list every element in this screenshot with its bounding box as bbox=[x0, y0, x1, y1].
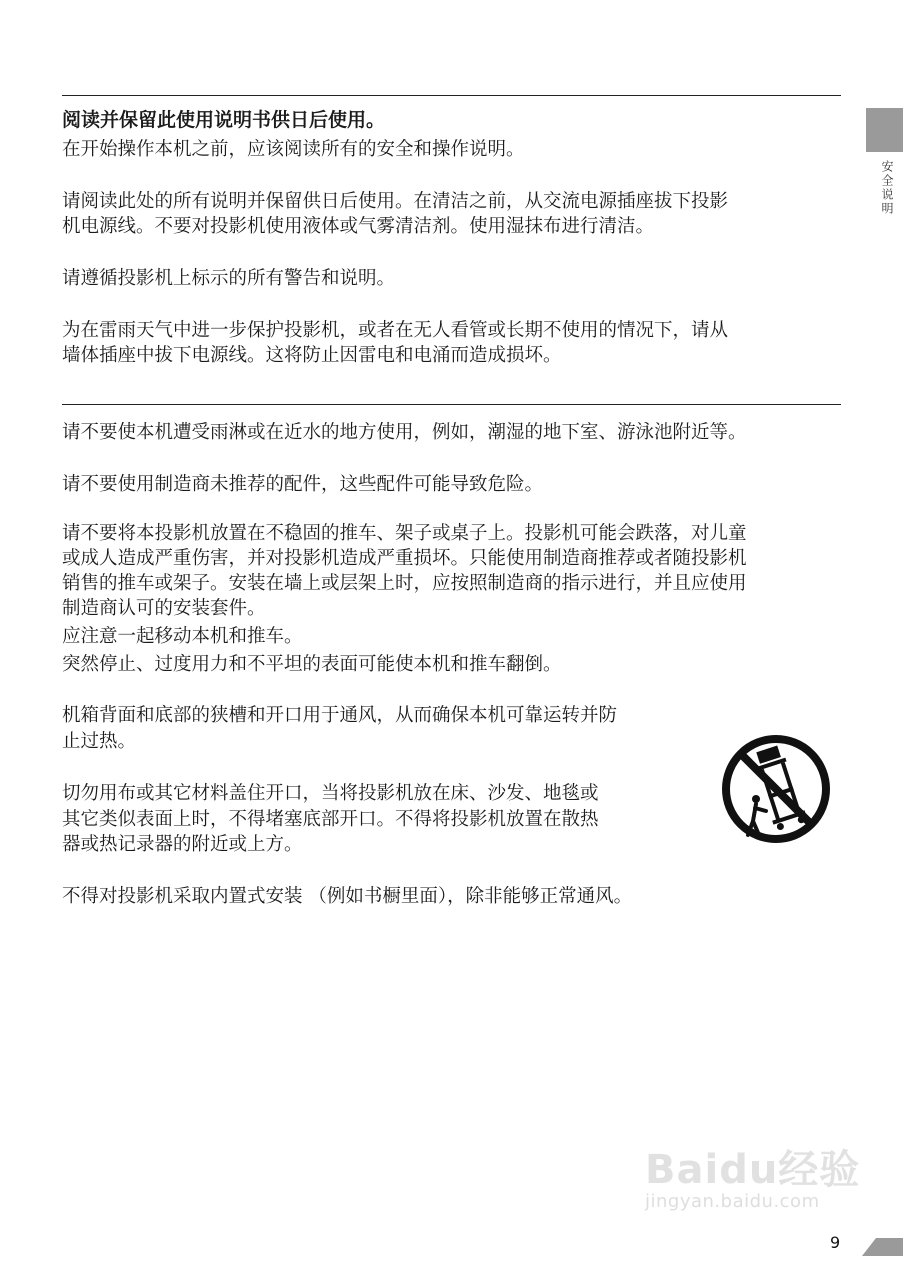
paragraph-line: 器或热记录器的附近或上方。 bbox=[62, 834, 303, 855]
paragraph-line: 为在雷雨天气中进一步保护投影机，或者在无人看管或长期不使用的情况下，请从 bbox=[62, 320, 729, 341]
paragraph-line: 制造商认可的安装套件。 bbox=[62, 598, 266, 619]
watermark-url: jingyan.baidu.com bbox=[645, 1191, 820, 1212]
page-number: 9 bbox=[830, 1233, 841, 1252]
section-heading: 阅读并保留此使用说明书供日后使用。 bbox=[62, 109, 386, 131]
paragraph-line: 销售的推车或架子。安装在墙上或层架上时，应按照制造商的指示进行，并且应使用 bbox=[62, 573, 747, 594]
paragraph-line: 止过热。 bbox=[62, 731, 137, 752]
paragraph-line: 在开始操作本机之前，应该阅读所有的安全和操作说明。 bbox=[62, 139, 525, 160]
top-divider bbox=[62, 95, 841, 96]
page-corner-tab bbox=[862, 1238, 903, 1256]
paragraph-line: 其它类似表面上时，不得堵塞底部开口。不得将投影机放置在散热 bbox=[62, 809, 599, 830]
section-tab-marker bbox=[866, 108, 903, 152]
watermark bbox=[645, 1138, 860, 1212]
paragraph-line: 请不要使本机遭受雨淋或在近水的地方使用，例如，潮湿的地下室、游泳池附近等。 bbox=[62, 422, 747, 443]
paragraph-line: 机电源线。不要对投影机使用液体或气雾清洁剂。使用湿抹布进行清洁。 bbox=[62, 216, 655, 237]
watermark-logo-text: Baidu经验 bbox=[645, 1147, 861, 1193]
paragraph-line: 机箱背面和底部的狭槽和开口用于通风，从而确保本机可靠运转并防 bbox=[62, 705, 618, 726]
paragraph-line: 请不要将本投影机放置在不稳固的推车、架子或桌子上。投影机可能会跌落，对儿童 bbox=[62, 523, 747, 544]
paragraph-line: 请阅读此处的所有说明并保留供日后使用。在清洁之前，从交流电源插座拔下投影 bbox=[62, 191, 729, 212]
paragraph-line: 切勿用布或其它材料盖住开口，当将投影机放在床、沙发、地毯或 bbox=[62, 783, 599, 804]
paragraph-line: 不得对投影机采取内置式安装 （例如书橱里面），除非能够正常通风。 bbox=[62, 886, 633, 907]
paragraph-line: 应注意一起移动本机和推车。 bbox=[62, 626, 303, 647]
paragraph-line: 请遵循投影机上标示的所有警告和说明。 bbox=[62, 268, 396, 289]
section-divider bbox=[62, 404, 841, 405]
paragraph-line: 突然停止、过度用力和不平坦的表面可能使本机和推车翻倒。 bbox=[62, 654, 562, 675]
paragraph-line: 或成人造成严重伤害，并对投影机造成严重损坏。只能使用制造商推荐或者随投影机 bbox=[62, 548, 747, 569]
paragraph-line: 墙体插座中拔下电源线。这将防止因雷电和电涌而造成损坏。 bbox=[62, 345, 562, 366]
cart-tipover-warning-icon bbox=[720, 733, 836, 851]
side-section-label: 安全说明 bbox=[880, 160, 894, 216]
paragraph-line: 请不要使用制造商未推荐的配件，这些配件可能导致危险。 bbox=[62, 474, 544, 495]
